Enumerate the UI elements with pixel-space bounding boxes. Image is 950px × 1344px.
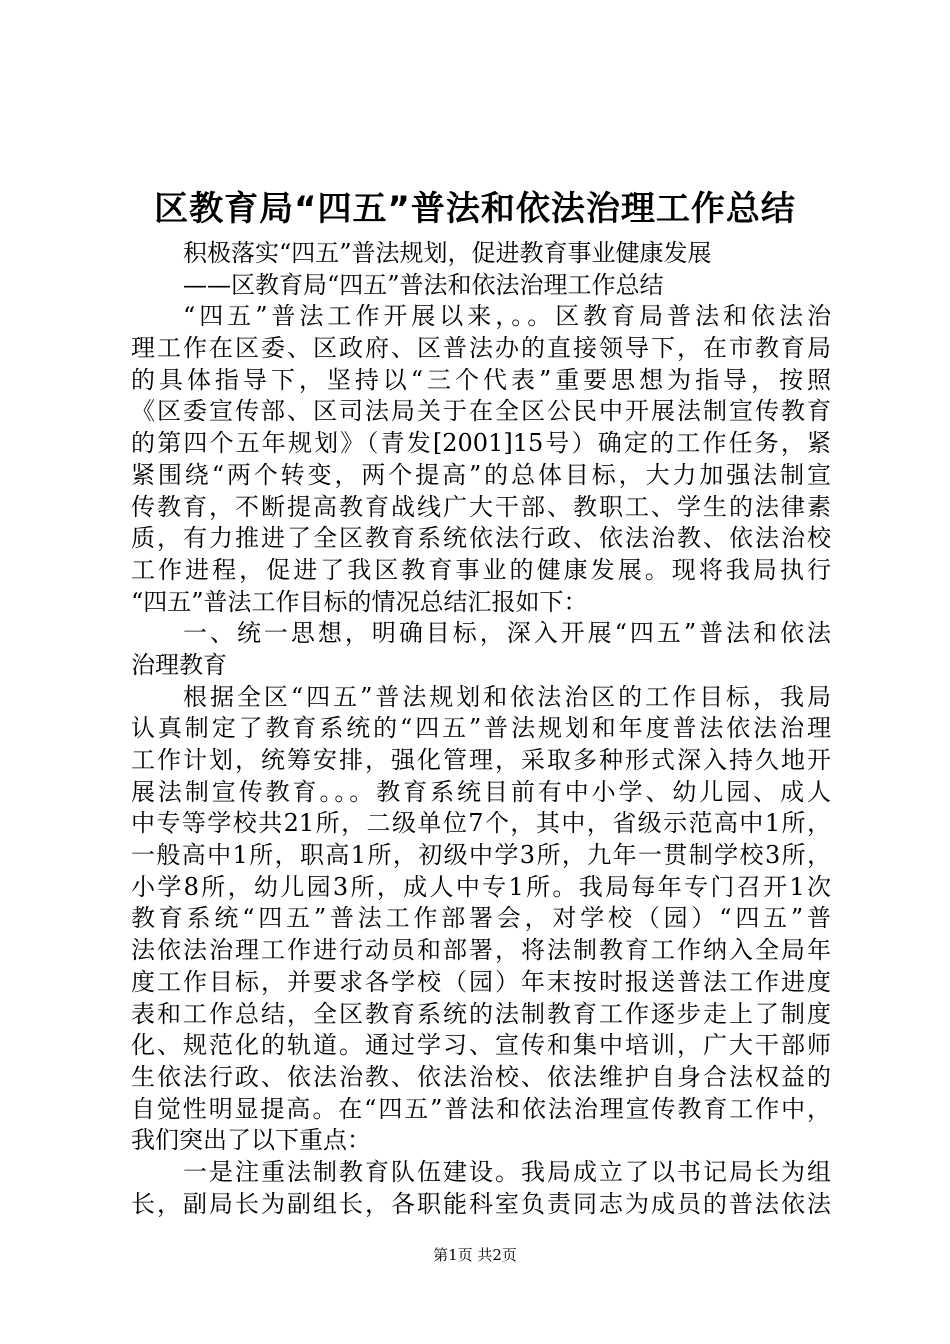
text-line: 工作进程，促进了我区教育事业的健康发展。现将我局执行	[131, 555, 831, 584]
text-line: 小学8所，幼儿园3所，成人中专1所。我局每年专门召开1次	[131, 872, 831, 901]
text-line: “四五”普法工作开展以来，。。区教育局普法和依法治	[183, 302, 831, 331]
text-line: 一般高中1所，职高1所，初级中学3所，九年一贯制学校3所，	[131, 841, 831, 870]
document-title: 区教育局“四五”普法和依法治理工作总结	[154, 189, 796, 229]
text-line: 化、规范化的轨道。通过学习、宣传和集中培训，广大干部师	[131, 1031, 831, 1060]
text-line: 积极落实“四五”普法规划，促进教育事业健康发展	[183, 239, 712, 267]
text-line: 度工作目标，并要求各学校（园）年末按时报送普法工作进度	[131, 967, 831, 996]
text-line: 中专等学校共21所，二级单位7个，其中，省级示范高中1所，	[131, 809, 831, 838]
text-line: 传教育，不断提高教育战线广大干部、教职工、学生的法律素	[131, 492, 831, 521]
text-line: 我们突出了以下重点：	[131, 1126, 371, 1155]
text-line: 一、统一思想，明确目标，深入开展“四五”普法和依法	[183, 619, 831, 648]
text-line: 表和工作总结，全区教育系统的法制教育工作逐步走上了制度	[131, 999, 831, 1028]
text-line: 的第四个五年规划》（青发[2001]15号）确定的工作任务，紧	[131, 429, 831, 458]
text-line: 的具体指导下，坚持以“三个代表”重要思想为指导，按照	[131, 365, 831, 394]
text-line: 教育系统“四五”普法工作部署会，对学校（园）“四五”普	[131, 904, 831, 933]
text-line: “四五”普法工作目标的情况总结汇报如下：	[131, 587, 588, 616]
text-line: 认真制定了教育系统的“四五”普法规划和年度普法依法治理	[131, 714, 831, 743]
text-line: 《区委宣传部、区司法局关于在全区公民中开展法制宣传教育	[131, 397, 831, 426]
document-body	[131, 238, 831, 1220]
text-line: 根据全区“四五”普法规划和依法治区的工作目标，我局	[183, 682, 831, 711]
text-line: 治理教育	[131, 650, 227, 679]
text-line: 一是注重法制教育队伍建设。我局成立了以书记局长为组	[183, 1157, 831, 1186]
text-line: 法依法治理工作进行动员和部署，将法制教育工作纳入全局年	[131, 936, 831, 965]
page-footer: 第1页 共2页	[433, 1246, 517, 1264]
text-line: 工作计划，统筹安排，强化管理，采取多种形式深入持久地开	[131, 746, 831, 774]
text-line: 理工作在区委、区政府、区普法办的直接领导下，在市教育局	[131, 334, 831, 363]
text-line: 生依法行政、依法治教、依法治校、依法维护自身合法权益的	[131, 1062, 831, 1091]
text-line: 自觉性明显提高。在“四五”普法和依法治理宣传教育工作中，	[131, 1094, 831, 1123]
text-line: 紧围绕“两个转变，两个提高”的总体目标，大力加强法制宣	[131, 460, 831, 489]
text-line: 长，副局长为副组长，各职能科室负责同志为成员的普法依法	[131, 1189, 831, 1218]
text-line: 质，有力推进了全区教育系统依法行政、依法治教、依法治校	[131, 524, 831, 553]
text-line: ——区教育局“四五”普法和依法治理工作总结	[183, 270, 664, 299]
text-line: 展法制宣传教育。。。教育系统目前有中小学、幼儿园、成人	[131, 777, 831, 806]
